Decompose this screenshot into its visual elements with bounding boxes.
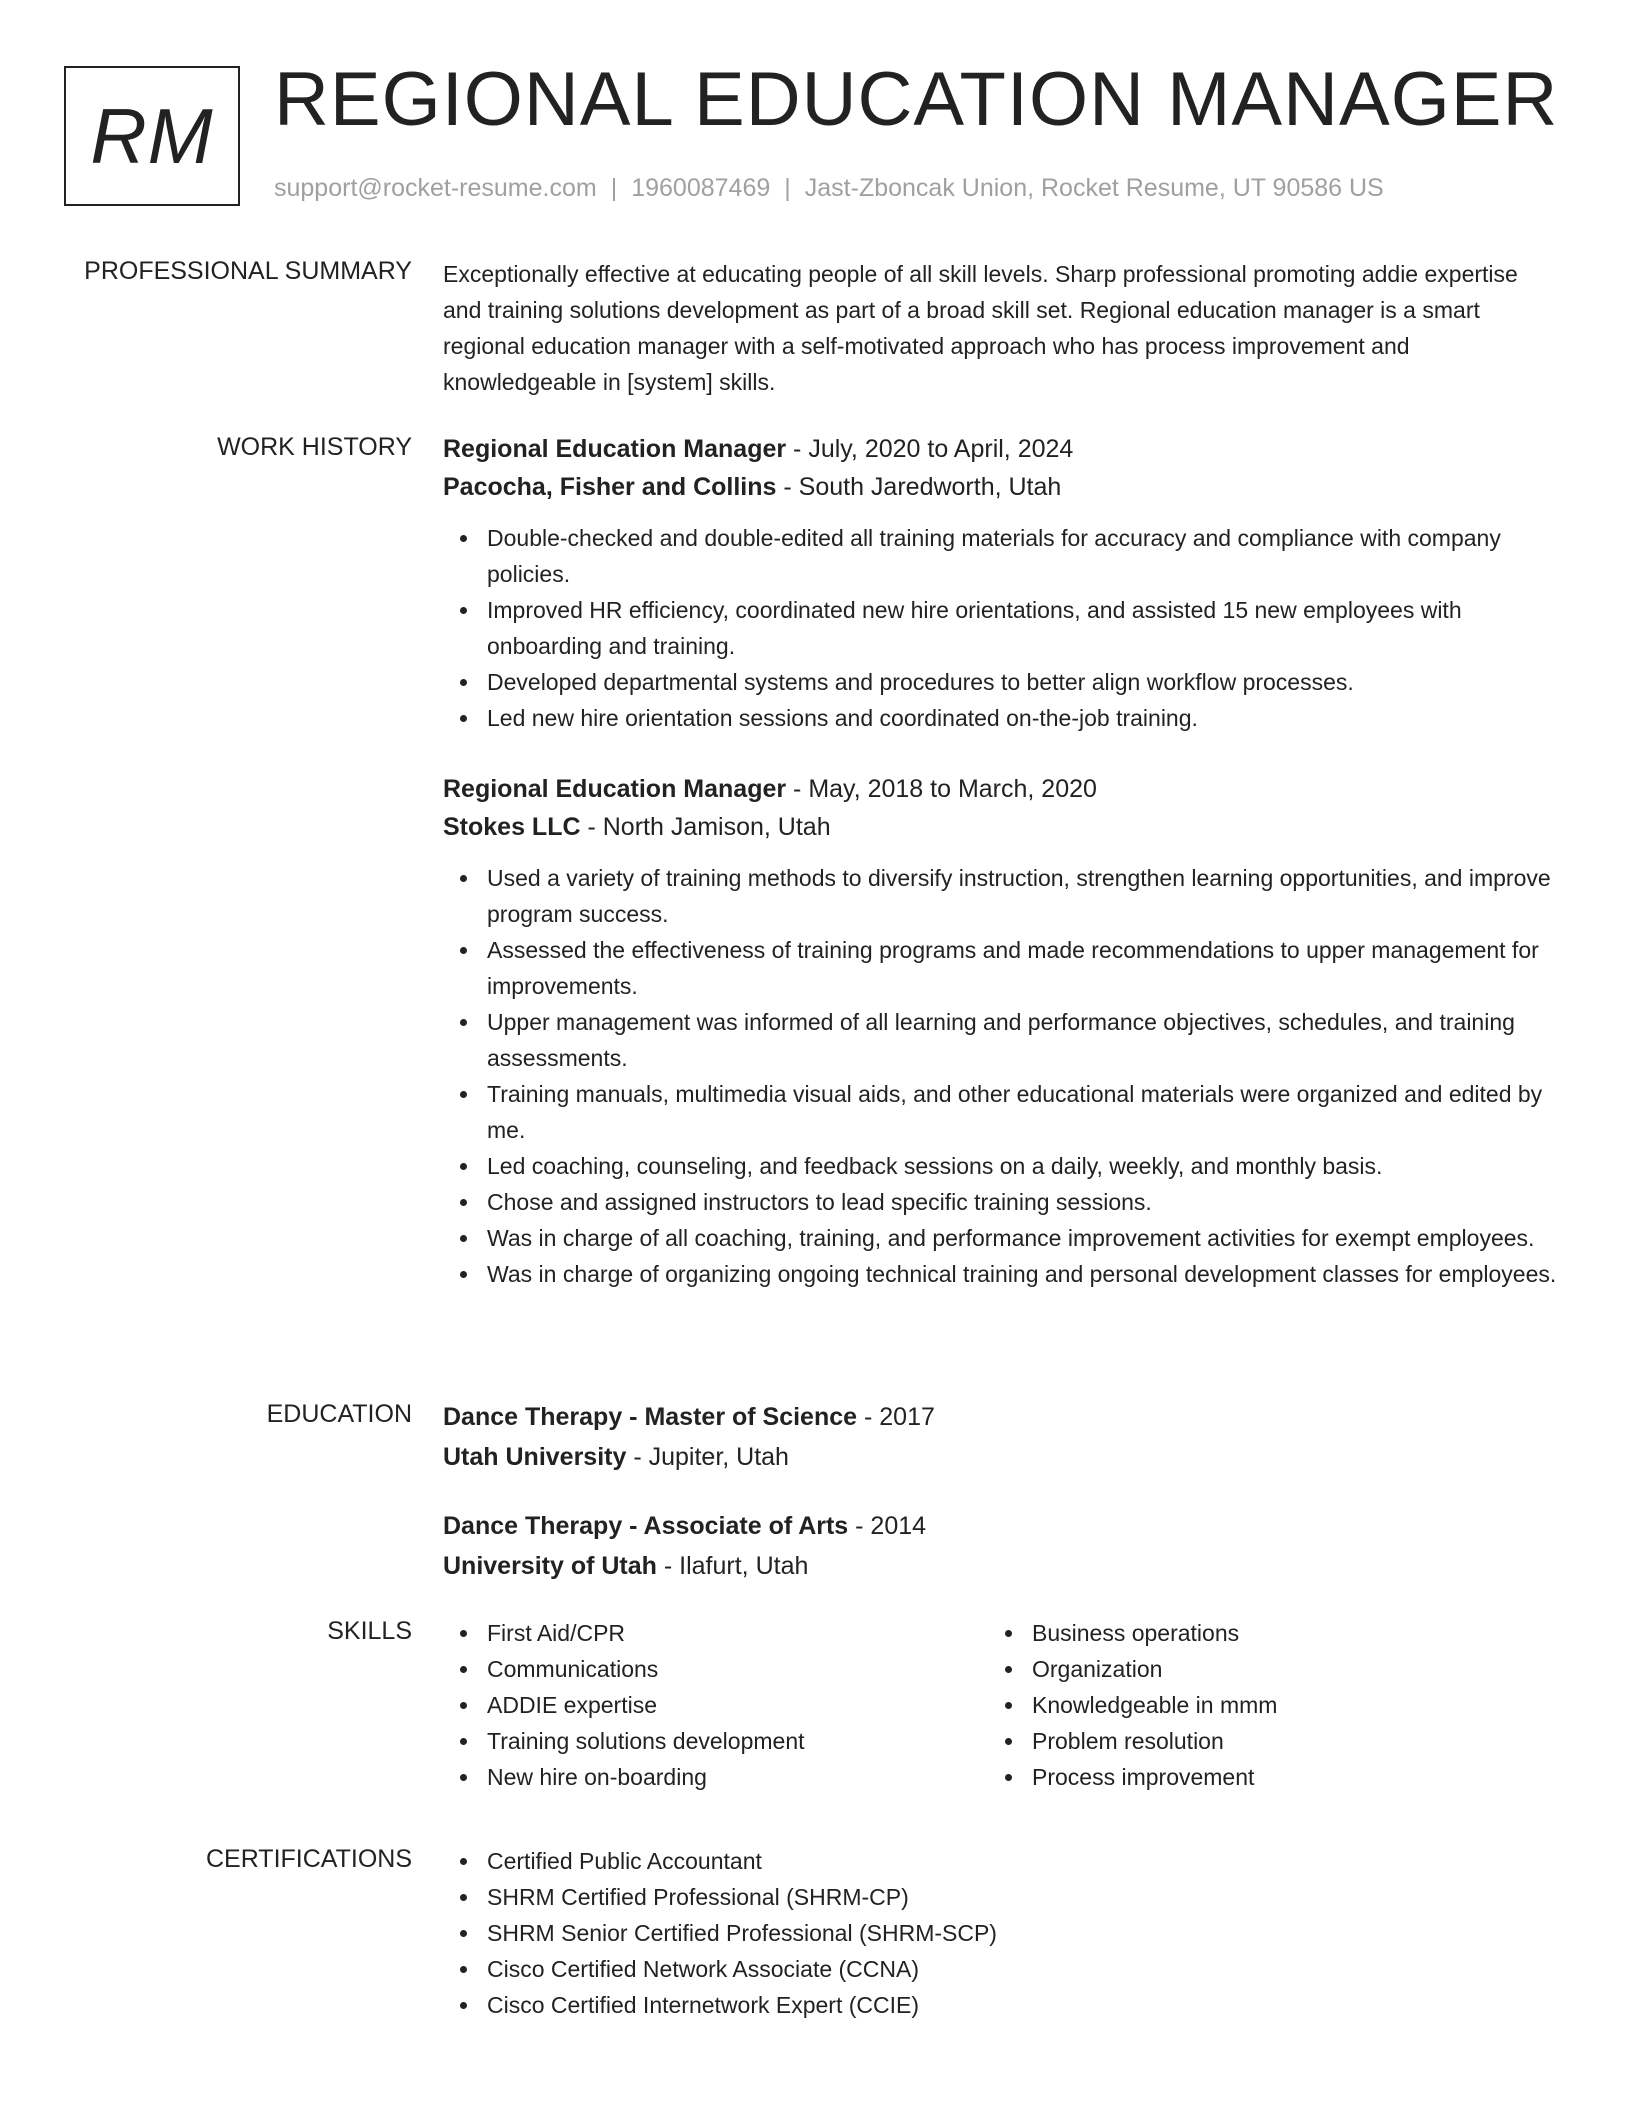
- education-entry: [443, 1397, 1561, 1477]
- job-bullet: Assessed the effectiveness of training programs and made recommendations to upper management for improvements.: [487, 932, 1561, 1004]
- job-bullet: Was in charge of all coaching, training, and performance improvement activities for exempt employees.: [487, 1220, 1561, 1256]
- job-bullet: Led coaching, counseling, and feedback sessions on a daily, weekly, and monthly basis.: [487, 1148, 1561, 1184]
- job-location: - South Jaredworth, Utah: [776, 473, 1062, 501]
- degree: Dance Therapy - Master of Science: [443, 1403, 858, 1431]
- contact-email: support@rocket-resume.com: [274, 174, 597, 202]
- job-bullet: Chose and assigned instructors to lead specific training sessions.: [487, 1184, 1561, 1220]
- skill-item: New hire on-boarding: [487, 1759, 988, 1795]
- monogram-logo: RM: [64, 66, 240, 206]
- school-line: [443, 1546, 1561, 1586]
- job-bullet: Used a variety of training methods to diversify instruction, strengthen learning opportunities, and improve program success.: [487, 860, 1561, 932]
- contact-phone: 1960087469: [631, 174, 771, 202]
- job-entry: [443, 770, 1561, 1292]
- section-label-work-history: WORK HISTORY: [217, 433, 412, 461]
- contact-separator: |: [784, 174, 791, 202]
- contact-separator: |: [610, 174, 618, 202]
- job-title: Regional Education Manager: [443, 775, 787, 803]
- job-company-line: [443, 468, 1561, 506]
- certification-item: Certified Public Accountant: [487, 1843, 1561, 1879]
- school-location: - Ilafurt, Utah: [656, 1552, 809, 1580]
- skills-list: [443, 1615, 1561, 1795]
- job-bullet: Upper management was informed of all learning and performance objectives, schedules, and training assessments.: [487, 1004, 1561, 1076]
- section-label-summary: PROFESSIONAL SUMMARY: [84, 257, 412, 285]
- degree-year: - 2017: [857, 1403, 935, 1431]
- job-title-line: [443, 770, 1561, 808]
- degree-line: [443, 1397, 1561, 1437]
- school-location: - Jupiter, Utah: [626, 1443, 789, 1471]
- certifications-bullets: [443, 1843, 1561, 2023]
- job-bullet: Developed departmental systems and procedures to better align workflow processes.: [487, 664, 1561, 700]
- certifications-list: [443, 1843, 1561, 2023]
- contact-address: Jast-Zboncak Union, Rocket Resume, UT 90586 US: [804, 174, 1384, 202]
- job-bullets: [443, 520, 1561, 736]
- skills-column: [988, 1615, 1488, 1795]
- skill-item: Knowledgeable in mmm: [1032, 1687, 1488, 1723]
- skill-item: Training solutions development: [487, 1723, 988, 1759]
- skill-item: Problem resolution: [1032, 1723, 1488, 1759]
- section-label-skills: SKILLS: [327, 1617, 412, 1645]
- job-location: - North Jamison, Utah: [580, 813, 831, 841]
- job-company: Pacocha, Fisher and Collins: [443, 473, 777, 501]
- certification-item: Cisco Certified Internetwork Expert (CCIE): [487, 1987, 1561, 2023]
- job-title-line: [443, 430, 1561, 468]
- job-bullet: Led new hire orientation sessions and coordinated on-the-job training.: [487, 700, 1561, 736]
- job-bullet: Training manuals, multimedia visual aids, and other educational materials were organized and edited by me.: [487, 1076, 1561, 1148]
- certification-item: SHRM Certified Professional (SHRM-CP): [487, 1879, 1561, 1915]
- certification-item: SHRM Senior Certified Professional (SHRM-SCP): [487, 1915, 1561, 1951]
- section-label-certifications: CERTIFICATIONS: [205, 1845, 412, 1873]
- skill-item: ADDIE expertise: [487, 1687, 988, 1723]
- skill-item: First Aid/CPR: [487, 1615, 988, 1651]
- summary-text: Exceptionally effective at educating people of all skill levels. Sharp professional promoting addie expertise and training solutions development as part of a broad skill set. Regional education manager is a smart regional education manager with a self-motivated approach who has process improvement and knowledgeable in [system] skills.: [443, 261, 1518, 395]
- certification-item: Cisco Certified Network Associate (CCNA): [487, 1951, 1561, 1987]
- job-company-line: [443, 808, 1561, 846]
- resume-title: REGIONAL EDUCATION MANAGER: [274, 57, 1559, 142]
- skill-item: Process improvement: [1032, 1759, 1488, 1795]
- education-entry: [443, 1506, 1561, 1586]
- school-line: [443, 1437, 1561, 1477]
- degree: Dance Therapy - Associate of Arts: [443, 1512, 849, 1540]
- section-label-education: EDUCATION: [266, 1400, 412, 1428]
- job-title: Regional Education Manager: [443, 435, 787, 463]
- job-dates: - May, 2018 to March, 2020: [786, 775, 1097, 803]
- degree-year: - 2014: [848, 1512, 927, 1540]
- skill-item: Organization: [1032, 1651, 1488, 1687]
- job-company: Stokes LLC: [443, 813, 581, 841]
- skill-item: Communications: [487, 1651, 988, 1687]
- skills-column: [443, 1615, 988, 1795]
- job-bullets: [443, 860, 1561, 1292]
- job-bullet: Improved HR efficiency, coordinated new hire orientations, and assisted 15 new employees with onboarding and training.: [487, 592, 1561, 664]
- job-bullet: Was in charge of organizing ongoing technical training and personal development classes for employees.: [487, 1256, 1561, 1292]
- job-bullet: Double-checked and double-edited all training materials for accuracy and compliance with company policies.: [487, 520, 1561, 592]
- skill-item: Business operations: [1032, 1615, 1488, 1651]
- job-entry: [443, 430, 1561, 736]
- contact-line: [274, 174, 1384, 203]
- degree-line: [443, 1506, 1561, 1546]
- school: Utah University: [443, 1443, 627, 1471]
- school: University of Utah: [443, 1552, 657, 1580]
- job-dates: - July, 2020 to April, 2024: [786, 435, 1074, 463]
